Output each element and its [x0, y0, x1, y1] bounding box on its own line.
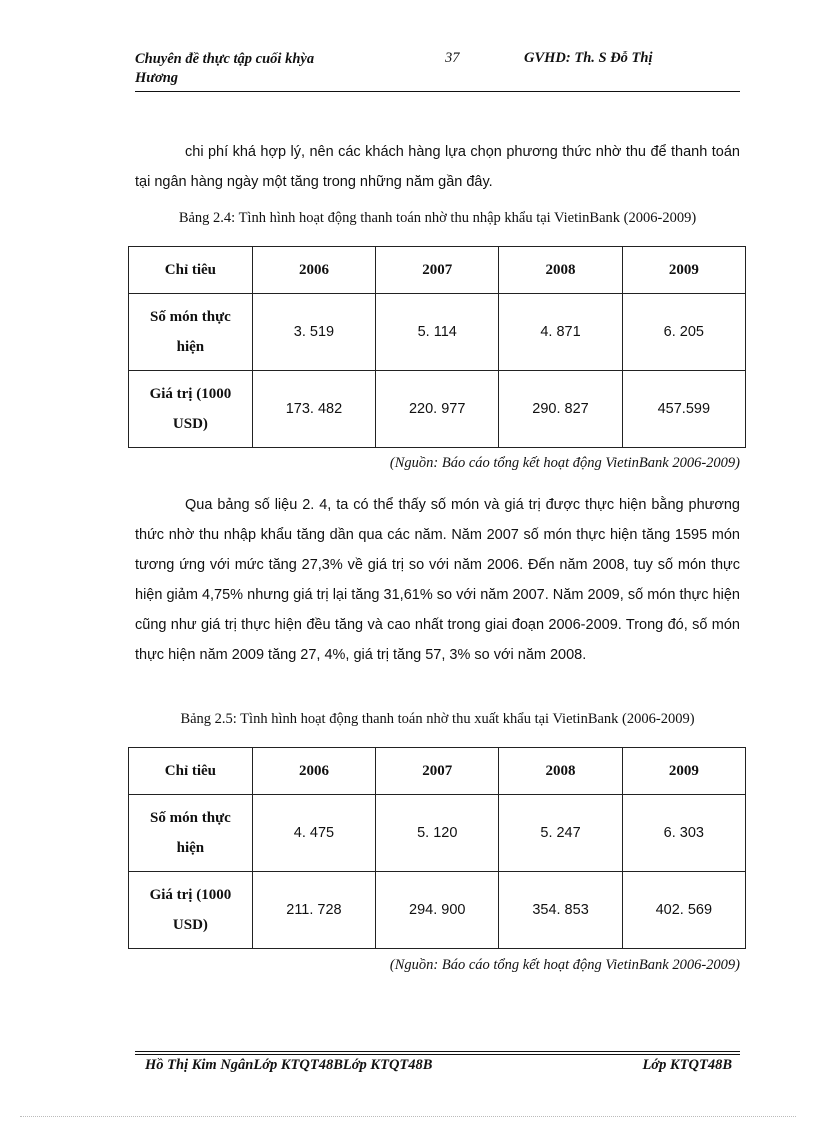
- table-header-cell: 2006: [252, 748, 375, 795]
- table2-source: (Nguồn: Báo cáo tổng kết hoạt động VietinBank 2006-2009): [389, 957, 740, 973]
- table-cell: 294. 900: [376, 872, 499, 949]
- row-label: [129, 872, 253, 949]
- footer-class: Lớp KTQT48B: [642, 1057, 732, 1073]
- header-title: [135, 50, 375, 88]
- table-cell: 5. 120: [376, 795, 499, 872]
- table2-caption: Bảng 2.5: Tình hình hoạt động thanh toán nhờ thu xuất khẩu tại VietinBank (2006-2009): [180, 711, 695, 727]
- table-cell: 457.599: [622, 371, 745, 448]
- table-header-cell: 2007: [376, 748, 499, 795]
- table-cell: 3. 519: [252, 294, 375, 371]
- table-row: [129, 371, 746, 448]
- row-label-line1: Giá trị (1000: [149, 386, 232, 402]
- table-header-cell: 2009: [622, 247, 745, 294]
- footer-rule-bottom: [135, 1054, 740, 1055]
- table-cell: 211. 728: [252, 872, 375, 949]
- header-supervisor: GVHD: Th. S Đỗ Thị: [524, 50, 653, 66]
- table-cell: 6. 303: [622, 795, 745, 872]
- row-label-line2: hiện: [176, 339, 205, 355]
- table-cell: 4. 475: [252, 795, 375, 872]
- row-label-line1: Số món thực: [150, 309, 231, 325]
- header-title-line2: Hương: [135, 70, 179, 86]
- paragraph-intro: chi phí khá hợp lý, nên các khách hàng lựa chọn phương thức nhờ thu để thanh toán tại ngân hàng ngày một tăng trong những năm gần đây.: [135, 144, 740, 190]
- table-cell: 173. 482: [252, 371, 375, 448]
- row-label-line1: Giá trị (1000: [149, 887, 232, 903]
- page-number: 37: [445, 50, 460, 66]
- row-label-line2: USD): [172, 416, 208, 432]
- row-label-line1: Số món thực: [150, 810, 231, 826]
- table-row: [129, 872, 746, 949]
- table-cell: 220. 977: [376, 371, 499, 448]
- footer-author: Hồ Thị Kim NgânLớp KTQT48BLớp KTQT48B: [145, 1057, 433, 1073]
- table-header-cell: Chỉ tiêu: [129, 247, 253, 294]
- table-cell: 402. 569: [622, 872, 745, 949]
- table-header-row: [129, 247, 746, 294]
- table-row: [129, 294, 746, 371]
- table-import-collection: [128, 246, 746, 448]
- footer-rule-top: [135, 1051, 740, 1052]
- paragraph-analysis: Qua bảng số liệu 2. 4, ta có thể thấy số món và giá trị được thực hiện bằng phương thức nhờ thu nhập khẩu tăng dần qua các năm. Năm 2007 số món thực hiện tăng 1595 món tương ứng với mức tăng 27,3% về giá trị so với năm 2006. Đến năm 2008, tuy số món thực hiện giảm 4,75% nhưng giá trị lại tăng 31,61% so với năm 2007. Năm 2009, số món thực hiện cũng như giá trị thực hiện đều tăng và cao nhất trong giai đoạn 2006-2009. Trong đó, số món thực hiện năm 2009 tăng 27, 4%, giá trị tăng 57, 3% so với năm 2008.: [135, 497, 740, 663]
- row-label: [129, 795, 253, 872]
- row-label-line2: hiện: [176, 840, 205, 856]
- table-header-row: [129, 748, 746, 795]
- table1-caption: Bảng 2.4: Tình hình hoạt động thanh toán nhờ thu nhập khẩu tại VietinBank (2006-2009): [178, 210, 697, 226]
- table-export-collection: [128, 747, 746, 949]
- table-header-cell: 2006: [252, 247, 375, 294]
- page-edge-divider: [20, 1116, 796, 1117]
- table-header-cell: Chỉ tiêu: [129, 748, 253, 795]
- row-label-line2: USD): [172, 917, 208, 933]
- table-row: [129, 795, 746, 872]
- header-rule: [135, 91, 740, 92]
- table-cell: 290. 827: [499, 371, 622, 448]
- table-cell: 5. 114: [376, 294, 499, 371]
- table-cell: 4. 871: [499, 294, 622, 371]
- table1-source: (Nguồn: Báo cáo tổng kết hoạt động VietinBank 2006-2009): [389, 455, 740, 471]
- row-label: [129, 371, 253, 448]
- page-header: [135, 50, 740, 92]
- row-label: [129, 294, 253, 371]
- table-header-cell: 2008: [499, 748, 622, 795]
- table-cell: 354. 853: [499, 872, 622, 949]
- table-header-cell: 2007: [376, 247, 499, 294]
- table-header-cell: 2009: [622, 748, 745, 795]
- table-cell: 5. 247: [499, 795, 622, 872]
- header-title-line1: Chuyên đề thực tập cuối khỳa: [135, 51, 315, 67]
- table-cell: 6. 205: [622, 294, 745, 371]
- table-header-cell: 2008: [499, 247, 622, 294]
